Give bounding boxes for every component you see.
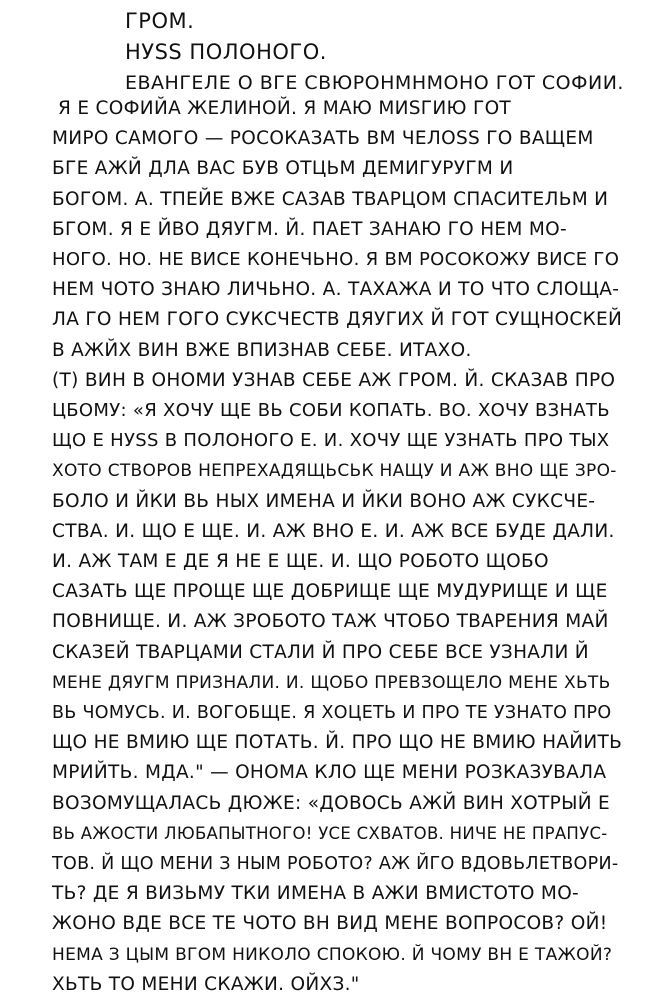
text-line: БОГОМ. А. ТПЕЙЕ ВЖЕ САЗАВ ТВАРЦОМ СПАСИТЕЛЬМ И [52,188,609,210]
text-line: ВОЗОМУЩАЛАСЬ ДЮЖЕ: «ДОВОСЬ АЖЙ ВИН ХОТРЫЙ Е [52,792,611,814]
text-line: МЕНЕ ДЯУГМ ПРИЗНАЛИ. И. ЩОБО ПРЕВЗОЩЕЛО МЕНЕ ХЬТЬ [52,672,611,693]
text-line: ЩО Е НУSS В ПОЛОНОГО Е. И. ХОЧУ ЩЕ УЗНАТЬ ПРО ТЫХ [52,430,610,452]
text-line: ТОВ. Й ЩО МЕНИ З НЫМ РОБОТО? АЖ ЙГО ВДОВЬЛЕТВОРИ- [52,854,619,875]
text-line: СКАЗЕЙ ТВАРЦАМИ СТАЛИ Й ПРО СЕБЕ ВСЕ УЗНАЛИ Й [52,641,589,663]
text-line: СТВА. И. ЩО Е ЩЕ. И. АЖ ВНО Е. И. АЖ ВСЕ БУДЕ ДАЛИ. [52,520,615,542]
header-gospel-line: ЕВАНГЕЛЕ О ВГЕ СВЮРОНМНМОНО ГОТ СОФИИ. [125,72,624,94]
text-line: МИРО САМОГО — РОСОКАЗАТЬ ВМ ЧЕЛОSS ГО ВАЩЕМ [52,128,594,150]
text-line: МРИЙТЬ. МДА." — ОНОМА КЛО ЩЕ МЕНИ РОЗКАЗУВАЛА [52,762,607,784]
text-line: ТЬ? ДЕ Я ВИЗЬМУ ТКИ ИМЕНА В АЖИ ВМИСТОТО МО- [52,883,580,905]
text-line: Я Е СОФИЙА ЖЕЛИНОЙ. Я МАЮ МИSГИЮ ГОТ [58,98,512,119]
text-line: ЖОНО ВДЕ ВСЕ ТЕ ЧОТО ВН ВИД МЕНЕ ВОПРОСОВ? ОЙ! [52,913,608,935]
text-line: В АЖЙХ ВИН ВЖЕ ВПИЗНАВ СЕБЕ. ИТАХО. [52,339,472,361]
text-line: НЕМА З ЦЫМ ВГОМ НИКОЛО СПОКОЮ. Й ЧОМУ ВН Е ТАЖОЙ? [52,944,613,965]
text-line: (Т) ВИН В ОНОМИ УЗНАВ СЕБЕ АЖ ГРОМ. Й. СКАЗАВ ПРО [52,369,616,391]
text-line: ЦБОМУ: «Я ХОЧУ ЩЕ ВЬ СОБИ КОПАТЬ. ВО. ХОЧУ ВЗНАТЬ [52,400,610,422]
header-subtitle: НУSS ПОЛОНОГО. [125,40,327,64]
header-title: ГРОМ. [125,9,195,33]
text-line: БОЛО И ЙКИ ВЬ НЫХ ИМЕНА И ЙКИ ВОНО АЖ СУКСЧЕ- [52,490,596,512]
text-line: И. АЖ ТАМ Е ДЕ Я НЕ Е ЩЕ. И. ЩО РОБОТО ЩОБО [52,551,549,573]
body-text [52,94,622,1000]
text-line: НОГО. НО. НЕ ВИСЕ КОНЕЧЬНО. Я ВМ РОСОКОЖУ ВИСЕ ГО [52,249,620,271]
text-line: ВЬ АЖОСТИ ЛЮБАПЫТНОГО! УСЕ СХВАТОВ. НИЧЕ НЕ ПРАПУС- [52,823,608,843]
text-line: БГОМ. Я Е ЙВО ДЯУГМ. Й. ПАЕТ ЗАНАЮ ГО НЕМ МО- [52,218,567,240]
text-line: САЗАТЬ ЩЕ ПРОЩЕ ЩЕ ДОБРИЩЕ ЩЕ МУДУРИЩЕ И ЩЕ [52,581,608,603]
text-line: ХЬТЬ ТО МЕНИ СКАЖИ. ОЙХЗ." [52,973,360,995]
text-line: ЛА ГО НЕМ ГОГО СУКСЧЕСТВ ДЯУГИХ Й ГОТ СУЩНОСКЕЙ [52,309,623,331]
text-line: ХОТО СТВОРОВ НЕПРЕХАДЯЩЬСЬК НАЩУ И АЖ ВНО ЩЕ ЗРО- [52,461,617,482]
text-line: ВЬ ЧОМУСЬ. И. ВОГОБЩЕ. Я ХОЦЕТЬ И ПРО ТЕ УЗНАТО ПРО [52,703,612,724]
text-line: ЩО НЕ ВМИЮ ЩЕ ПОТАТЬ. Й. ПРО ЩО НЕ ВМИЮ НАЙИТЬ [52,732,623,754]
page-header [125,6,630,99]
text-line: ПОВНИЩЕ. И. АЖ ЗРОБОТО ТАЖ ЧТОБО ТВАРЕНИЯ МАЙ [52,611,609,633]
text-line: НЕМ ЧОТО ЗНАЮ ЛИЧЬНО. А. ТАХАЖА И ТО ЧТО СЛОЩА- [52,279,620,301]
text-line: БГЕ АЖЙ ДЛА ВАС БУВ ОТЦЬМ ДЕМИГУРУГМ И [52,158,514,180]
